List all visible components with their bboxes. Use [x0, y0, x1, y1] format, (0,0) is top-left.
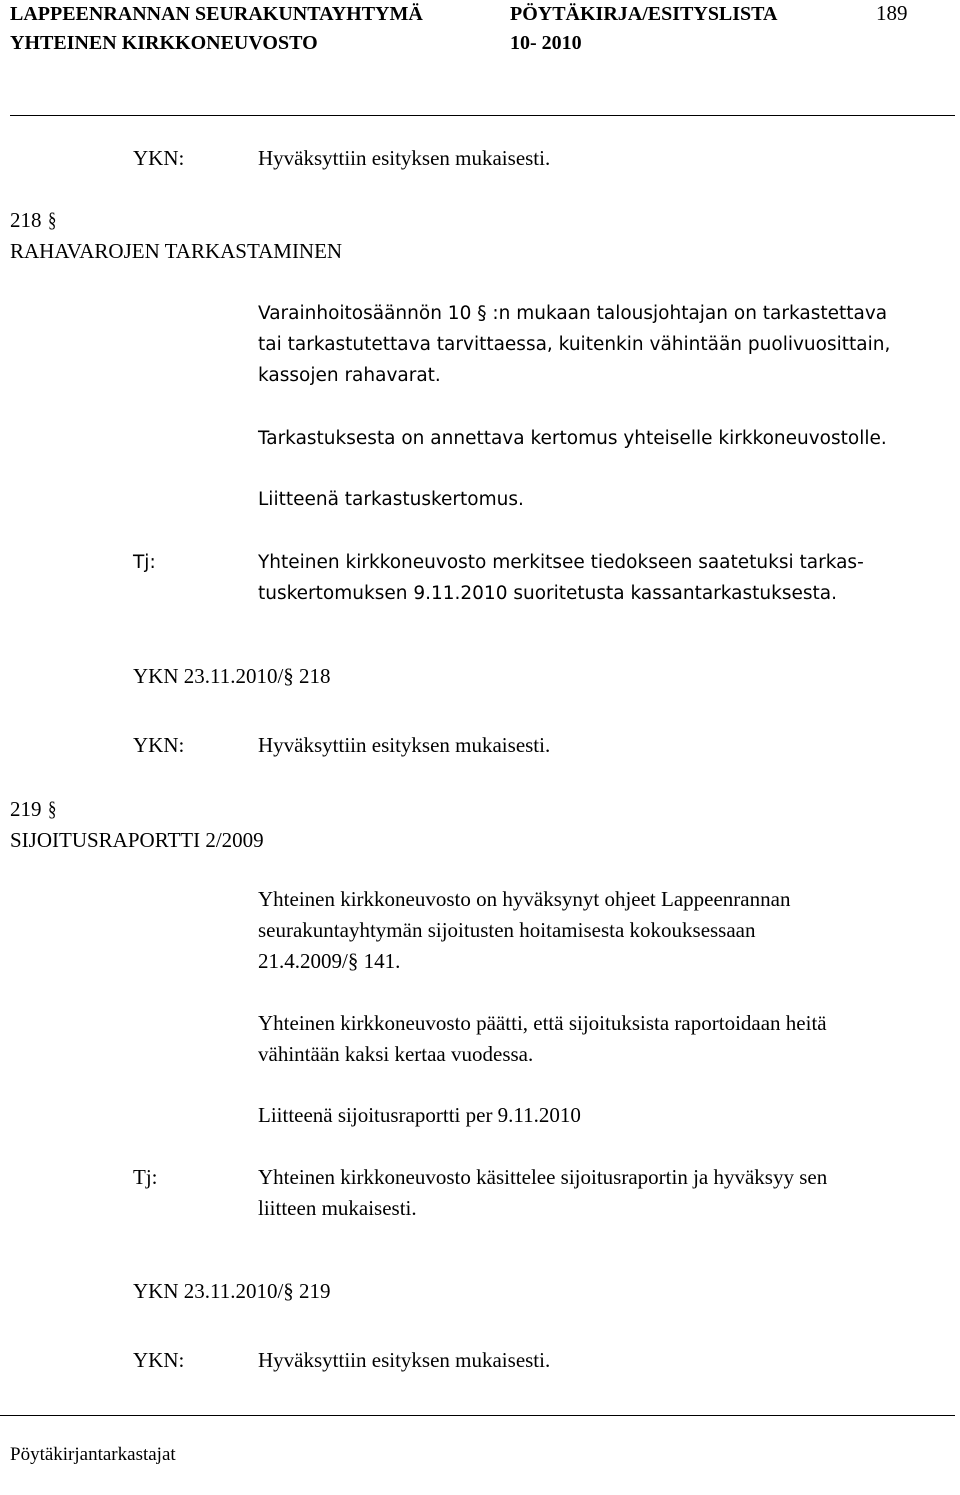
decision-text: Hyväksyttiin esityksen mukaisesti.	[258, 733, 551, 757]
section-title-218: RAHAVAROJEN TARKASTAMINEN	[10, 239, 343, 263]
section-number-219	[10, 794, 57, 825]
decision-text: Hyväksyttiin esityksen mukaisesti.	[258, 1348, 551, 1372]
decision-label: YKN:	[133, 146, 185, 170]
section-219-proposal	[258, 1162, 827, 1224]
proposal-line: Yhteinen kirkkoneuvosto käsittelee sijoitusraportin ja hyväksyy sen	[258, 1165, 828, 1189]
footer-label: Pöytäkirjantarkastajat	[10, 1444, 176, 1465]
decision-label: YKN:	[133, 733, 185, 757]
proposal-line: tuskertomuksen 9.11.2010 suoritetusta kassantarkastuksesta.	[258, 583, 837, 604]
section-sign: §	[47, 797, 57, 821]
header-doc-type: PÖYTÄKIRJA/ESITYSLISTA	[510, 3, 778, 25]
header-org: LAPPEENRANNAN SEURAKUNTAYHTYMÄ	[10, 3, 423, 25]
proposal-label: Tj:	[133, 1165, 158, 1189]
paragraph-line: vähintään kaksi kertaa vuodessa.	[258, 1042, 534, 1066]
header-rule	[10, 115, 955, 116]
paragraph-line: Yhteinen kirkkoneuvosto päätti, että sijoituksista raportoidaan heitä	[258, 1011, 827, 1035]
section-219-paragraph-2	[258, 1008, 827, 1070]
section-sign: §	[47, 208, 57, 232]
section-218-proposal	[258, 547, 950, 609]
paragraph-line: Yhteinen kirkkoneuvosto on hyväksynyt ohjeet Lappeenrannan	[258, 887, 791, 911]
header-date: 10- 2010	[510, 32, 582, 54]
proposal-label: Tj:	[133, 552, 156, 573]
section-218-paragraph-2: Tarkastuksesta on annettava kertomus yhteiselle kirkkoneuvostolle.	[258, 428, 887, 449]
section-number-218	[10, 205, 57, 236]
paragraph-line: tai tarkastutettava tarvittaessa, kuitenkin vähintään puolivuosittain,	[258, 334, 891, 355]
section-218-reference: YKN 23.11.2010/§ 218	[133, 664, 331, 688]
section-219-reference: YKN 23.11.2010/§ 219	[133, 1279, 331, 1303]
section-title-219: SIJOITUSRAPORTTI 2/2009	[10, 828, 264, 852]
section-219-paragraph-1	[258, 884, 790, 977]
decision-label: YKN:	[133, 1348, 185, 1372]
proposal-line: liitteen mukaisesti.	[258, 1196, 417, 1220]
paragraph-line: kassojen rahavarat.	[258, 365, 441, 386]
header-body: YHTEINEN KIRKKONEUVOSTO	[10, 32, 318, 54]
footer-rule	[0, 1415, 955, 1416]
section-219-attachment: Liitteenä sijoitusraportti per 9.11.2010	[258, 1103, 581, 1127]
proposal-line: Yhteinen kirkkoneuvosto merkitsee tiedokseen saatetuksi tarkas-	[258, 552, 864, 573]
section-number: 218	[10, 208, 42, 232]
decision-text: Hyväksyttiin esityksen mukaisesti.	[258, 146, 551, 170]
section-218-attachment: Liitteenä tarkastuskertomus.	[258, 489, 524, 510]
paragraph-line: 21.4.2009/§ 141.	[258, 949, 401, 973]
paragraph-line: Varainhoitosäännön 10 § :n mukaan talousjohtajan on tarkastettava	[258, 303, 888, 324]
page-number: 189	[876, 1, 908, 25]
section-number: 219	[10, 797, 42, 821]
paragraph-line: seurakuntayhtymän sijoitusten hoitamisesta kokouksessaan	[258, 918, 756, 942]
section-218-paragraph-1	[258, 298, 950, 391]
